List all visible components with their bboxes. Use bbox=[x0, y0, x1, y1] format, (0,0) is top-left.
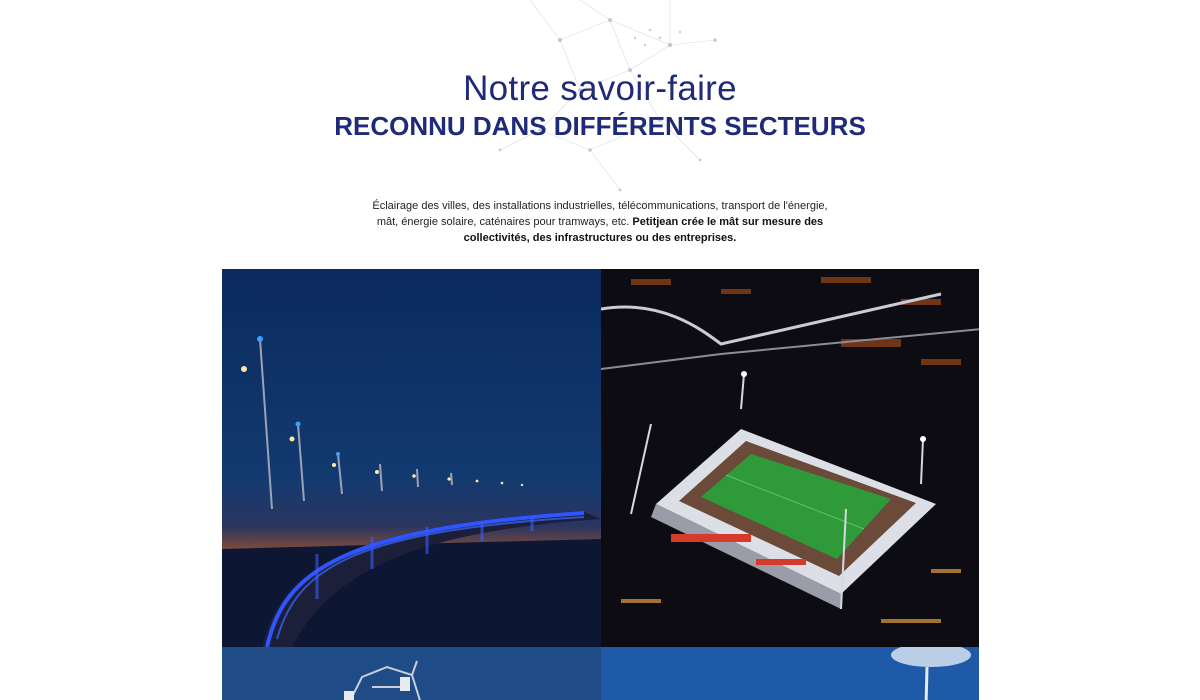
intro-paragraph bbox=[370, 198, 830, 246]
section-title-bold: RECONNU DANS DIFFÉRENTS SECTEURS bbox=[334, 111, 866, 141]
section-title-light: Notre savoir-faire bbox=[463, 69, 737, 108]
telecom-tower-photo bbox=[222, 647, 601, 700]
section-heading bbox=[0, 68, 1200, 142]
lit-bridge-night-photo bbox=[222, 269, 601, 647]
stadium-aerial-night-photo bbox=[601, 269, 979, 647]
blue-sky-mast-photo bbox=[601, 647, 979, 700]
intro-highlight: Petitjean crée le mât sur mesure des collectivités, des infrastructures ou des entreprises. bbox=[463, 216, 824, 244]
sector-gallery bbox=[222, 269, 979, 700]
intro-text: Éclairage des villes, des installations industrielles, télécommunications, transport de l'énergie, mât, énergie solaire, caténaires pour tramways, etc. bbox=[372, 200, 828, 228]
